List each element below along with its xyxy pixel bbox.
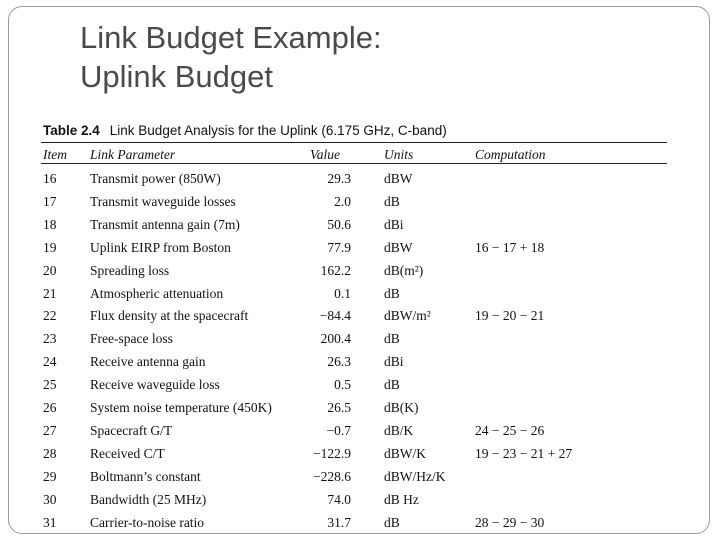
table-row: [41, 191, 667, 213]
table-row: [41, 168, 667, 190]
cell-computation: 19 − 20 − 21: [475, 308, 545, 324]
cell-value: 29.3: [327, 171, 351, 186]
table-row: [41, 420, 667, 442]
cell-item: 26: [43, 400, 57, 415]
cell-link-parameter: Atmospheric attenuation: [90, 285, 224, 301]
header-link-parameter: Link Parameter: [90, 147, 176, 162]
cell-item: 20: [43, 262, 57, 278]
cell-units: dBW: [384, 171, 413, 186]
table-row: [41, 397, 667, 419]
table-row: [41, 305, 667, 327]
table-row: [41, 466, 667, 488]
cell-value: 162.2: [320, 262, 351, 278]
cell-units: dBi: [384, 216, 404, 232]
cell-value: 31.7: [327, 514, 351, 530]
cell-units: dB/K: [384, 422, 414, 438]
table-row: [41, 214, 667, 236]
table-row: [41, 351, 667, 373]
cell-value: 50.6: [327, 216, 351, 232]
cell-item: 27: [43, 422, 57, 438]
cell-item: 24: [43, 354, 57, 370]
cell-value: −122.9: [313, 445, 351, 461]
cell-units: dBW/m²: [384, 308, 431, 324]
header-units: Units: [384, 147, 414, 162]
cell-computation: 16 − 17 + 18: [475, 239, 545, 255]
cell-computation: 28 − 29 − 30: [475, 514, 545, 530]
cell-link-parameter: Boltmann’s constant: [90, 468, 201, 484]
table-header-rule: [41, 163, 667, 164]
header-computation: Computation: [475, 147, 546, 162]
header-value: Value: [310, 147, 340, 162]
table-row: [41, 443, 667, 465]
cell-value: 2.0: [334, 193, 351, 209]
cell-value: 77.9: [327, 239, 351, 255]
cell-units: dB: [384, 193, 400, 209]
table-row: [41, 237, 667, 259]
table-row: [41, 328, 667, 350]
table-row: [41, 489, 667, 511]
cell-value: 26.3: [327, 354, 351, 370]
cell-units: dB: [384, 285, 400, 301]
cell-link-parameter: Carrier-to-noise ratio: [90, 514, 205, 530]
cell-value: −84.4: [319, 308, 351, 324]
cell-units: dBi: [384, 354, 404, 370]
cell-link-parameter: Receive waveguide loss: [90, 377, 220, 393]
cell-item: 22: [43, 308, 57, 324]
cell-link-parameter: Uplink EIRP from Boston: [90, 239, 231, 255]
cell-link-parameter: Transmit antenna gain (7m): [90, 216, 240, 232]
cell-value: 74.0: [327, 491, 351, 507]
table-row: [41, 512, 667, 534]
table-row: [41, 374, 667, 396]
cell-link-parameter: Spreading loss: [90, 262, 170, 278]
cell-units: dB Hz: [384, 491, 419, 507]
cell-link-parameter: System noise temperature (450K): [90, 400, 272, 415]
cell-units: dB(m²): [384, 262, 424, 278]
cell-link-parameter: Received C/T: [90, 445, 165, 461]
cell-link-parameter: Free-space loss: [90, 331, 173, 347]
cell-computation: 19 − 23 − 21 + 27: [475, 445, 573, 461]
cell-item: 16: [43, 171, 57, 186]
cell-value: 200.4: [320, 331, 351, 347]
cell-units: dB: [384, 331, 400, 347]
cell-item: 30: [43, 491, 57, 507]
slide-title: [80, 18, 382, 96]
cell-value: −228.6: [313, 468, 351, 484]
table-caption-text: Link Budget Analysis for the Uplink (6.175 GHz, C-band): [109, 123, 447, 138]
cell-value: 26.5: [327, 400, 351, 415]
table-row: [41, 260, 667, 282]
cell-link-parameter: Receive antenna gain: [90, 354, 206, 370]
cell-link-parameter: Transmit power (850W): [90, 171, 221, 186]
header-item: Item: [43, 147, 67, 162]
cell-item: 21: [43, 285, 57, 301]
table-row: [41, 283, 667, 305]
cell-value: 0.1: [334, 285, 351, 301]
cell-item: 28: [43, 445, 57, 461]
cell-units: dBW/K: [384, 445, 426, 461]
cell-units: dBW: [384, 239, 413, 255]
cell-item: 17: [43, 193, 57, 209]
slide-title-line-2: Uplink Budget: [80, 59, 274, 94]
table-top-rule: [41, 142, 667, 143]
cell-units: dB: [384, 514, 400, 530]
cell-value: −0.7: [326, 422, 351, 438]
slide-title-line-1: Link Budget Example:: [80, 20, 382, 55]
cell-item: 18: [43, 216, 57, 232]
cell-link-parameter: Flux density at the spacecraft: [90, 308, 249, 324]
table-caption: [43, 123, 447, 138]
cell-units: dBW/Hz/K: [384, 468, 446, 484]
cell-item: 19: [43, 239, 57, 255]
cell-computation: 24 − 25 − 26: [475, 422, 545, 438]
cell-units: dB: [384, 377, 400, 393]
cell-item: 29: [43, 468, 57, 484]
cell-link-parameter: Bandwidth (25 MHz): [90, 491, 207, 507]
cell-item: 25: [43, 377, 57, 393]
cell-value: 0.5: [334, 377, 351, 393]
table-label: Table 2.4: [43, 123, 100, 138]
cell-item: 31: [43, 514, 57, 530]
cell-link-parameter: Transmit waveguide losses: [90, 193, 236, 209]
cell-units: dB(K): [384, 400, 419, 415]
cell-item: 23: [43, 331, 57, 347]
cell-link-parameter: Spacecraft G/T: [90, 422, 173, 438]
